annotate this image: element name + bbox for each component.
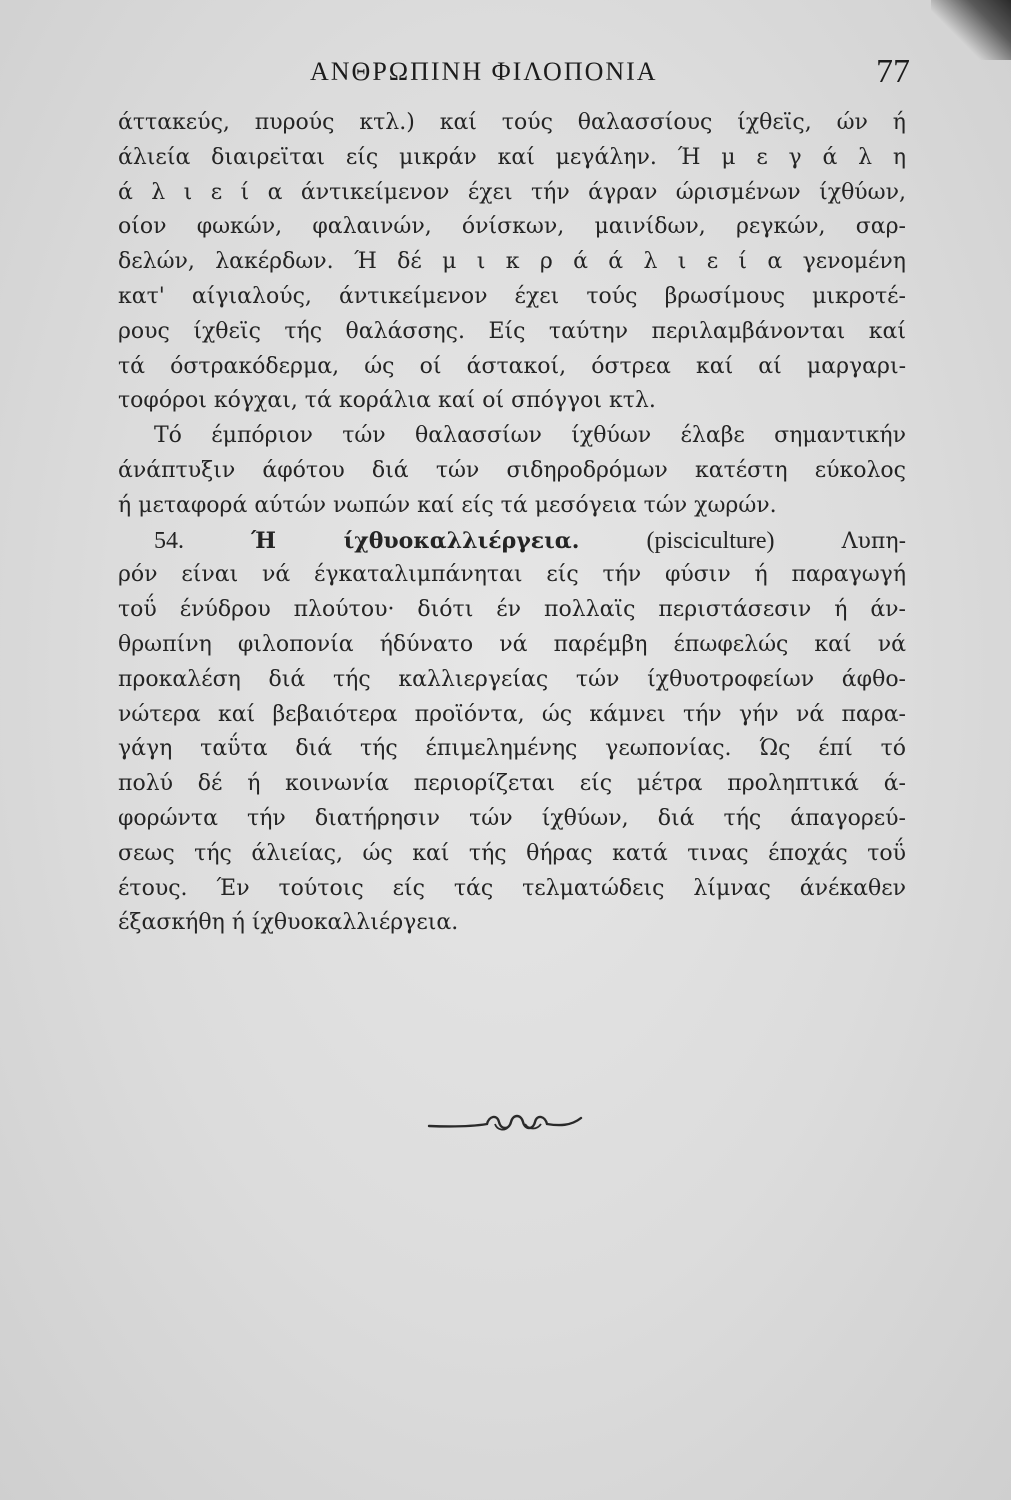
text-line: πολύ δέ ή κοινωνία περιορίζεται είς μέτρα προληπτικά ά- xyxy=(118,771,906,797)
end-ornament xyxy=(425,1108,585,1140)
page-header xyxy=(110,55,910,105)
text-line: θρωπίνη φιλοπονία ήδύνατο νά παρέμβη έπωφελώς καί νά xyxy=(118,631,906,657)
section-heading-line xyxy=(118,524,906,559)
page-number: 77 xyxy=(876,53,910,90)
text-line: δελών, λακέρδων. Ή δέ μ ι κ ρ ά ά λ ι ε ί α γενομένη xyxy=(118,249,906,275)
text-line: τά όστρακόδερμα, ώς οί άστακοί, όστρεα καί αί μαργαρι- xyxy=(118,353,906,379)
section-latin-term: (pisciculture) xyxy=(646,527,775,554)
text-line: σεως τής άλιείας, ώς καί τής θήρας κατά τινας έποχάς τοΰ xyxy=(118,840,906,866)
text-line: γάγη ταΰτα διά τής έπιμελημένης γεωπονίας. Ώς έπί τό xyxy=(118,736,906,762)
text-line: ή μεταφορά αύτών νωπών καί είς τά μεσόγεια τών χωρών. xyxy=(118,492,777,518)
text-line: κατ' αίγιαλούς, άντικείμενον έχει τούς βρωσίμους μικροτέ- xyxy=(118,283,906,309)
body-text xyxy=(118,106,906,941)
running-head: ΑΝΘΡΩΠΙΝΗ ΦΙΛΟΠΟΝΙΑ xyxy=(310,57,658,86)
text-line: άνάπτυξιν άφότου διά τών σιδηροδρόμων κατέστη εύκολος xyxy=(118,457,906,483)
section-number: 54. xyxy=(154,527,184,554)
text-line: έτους. Έν τούτοις είς τάς τελματώδεις λίμνας άνέκαθεν xyxy=(118,875,906,901)
text-line: έξασκήθη ή ίχθυοκαλλιέργεια. xyxy=(118,910,459,936)
section-title: Ή ίχθυοκαλλιέργεια. xyxy=(251,527,580,554)
text-line: τοΰ ένύδρου πλούτου· διότι έν πολλαϊς περιστάσεσιν ή άν- xyxy=(118,597,906,623)
text-line: Τό έμπόριον τών θαλασσίων ίχθύων έλαβε σημαντικήν xyxy=(154,423,906,449)
text-line: τοφόροι κόγχαι, τά κοράλια καί οί σπόγγοι κτλ. xyxy=(118,388,656,414)
text-line: ά λ ι ε ί α άντικείμενον έχει τήν άγραν ώρισμένων ίχθύων, xyxy=(118,179,906,205)
text-line: προκαλέση διά τής καλλιεργείας τών ίχθυοτροφείων άφθο- xyxy=(118,666,906,692)
text-line: οίον φωκών, φαλαινών, όνίσκων, μαινίδων, ρεγκών, σαρ- xyxy=(118,214,906,240)
page-corner-shadow xyxy=(931,0,1011,60)
text-line: φορώντα τήν διατήρησιν τών ίχθύων, διά τής άπαγορεύ- xyxy=(118,805,906,831)
text-line: ρόν είναι νά έγκαταλιμπάνηται είς τήν φύσιν ή παραγωγή xyxy=(118,562,906,588)
text-line: νώτερα καί βεβαιότερα προϊόντα, ώς κάμνει τήν γήν νά παρα- xyxy=(118,701,906,727)
text-line: ρους ίχθεϊς τής θαλάσσης. Είς ταύτην περιλαμβάνονται καί xyxy=(118,318,906,344)
text-line: άλιεία διαιρεϊται είς μικράν καί μεγάλην. Ή μ ε γ ά λ η xyxy=(118,144,906,170)
section-first-line-rest: Λυπη- xyxy=(841,528,907,554)
text-line: άττακεύς, πυρούς κτλ.) καί τούς θαλασσίους ίχθεϊς, ών ή xyxy=(118,110,906,135)
